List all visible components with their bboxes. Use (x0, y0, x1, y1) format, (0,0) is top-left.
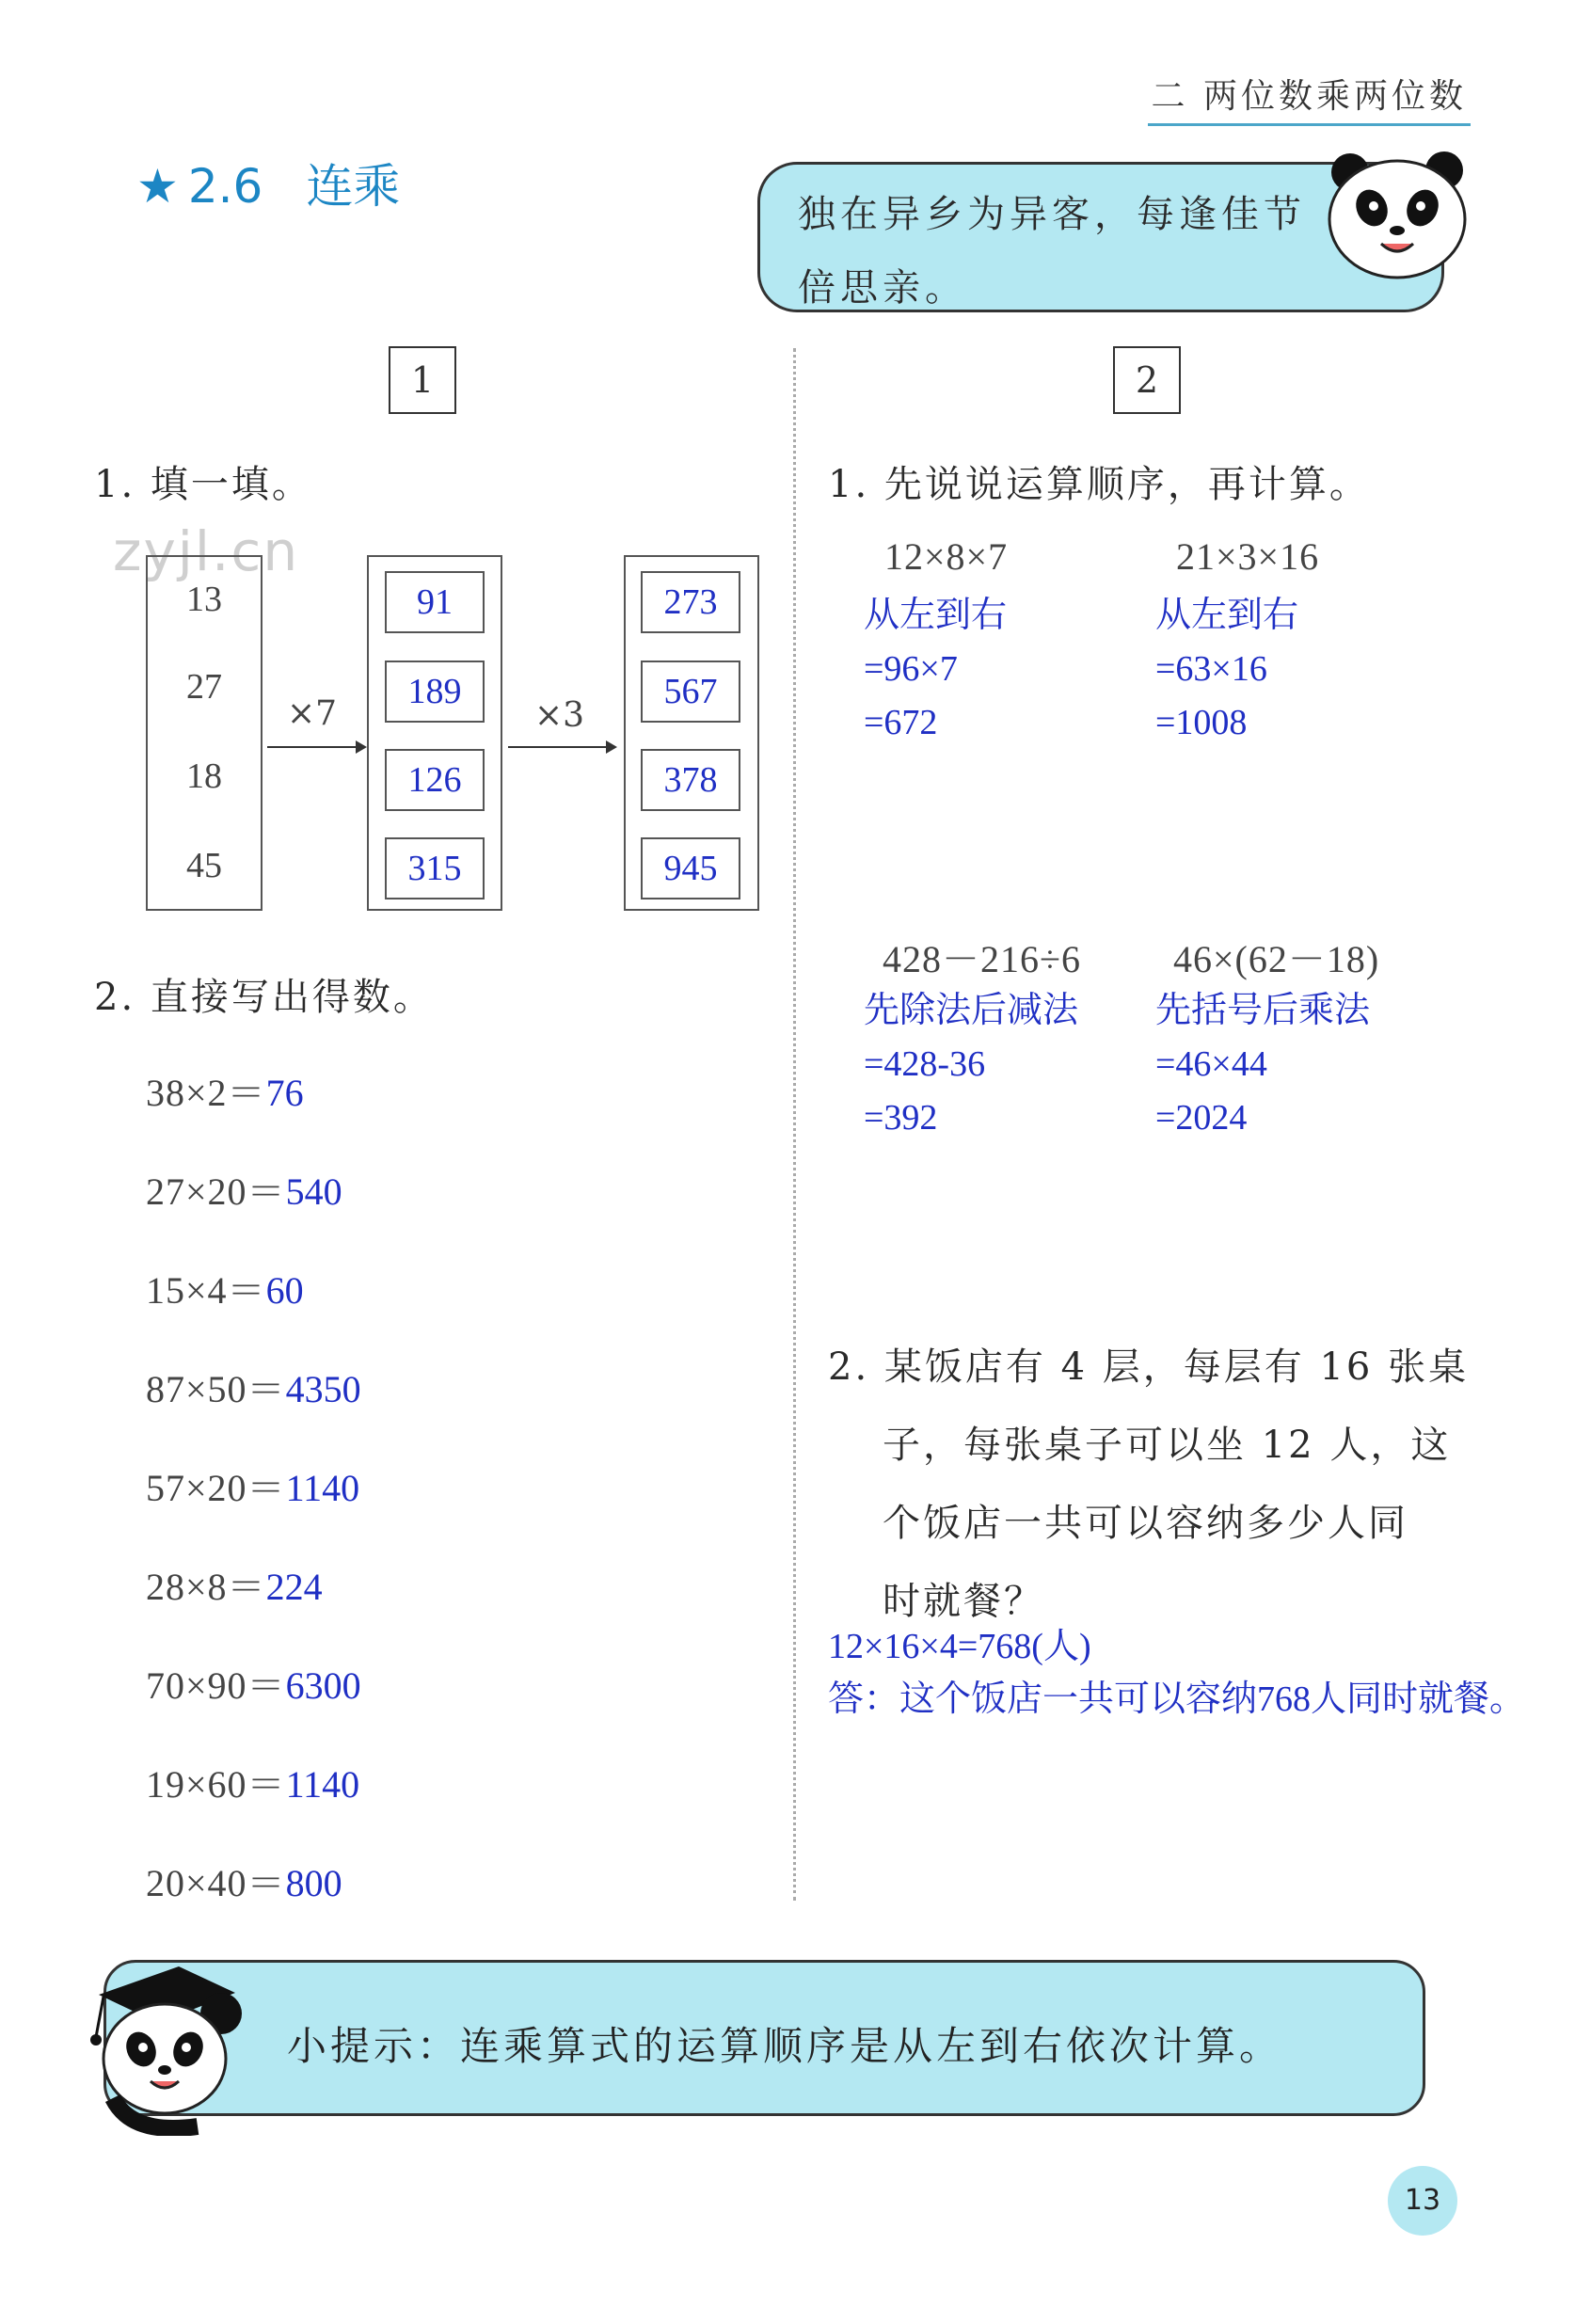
drill-expression: 87×50＝ (146, 1368, 286, 1410)
word-problem-answer: 答：这个饭店一共可以容纳768人同时就餐。 (828, 1679, 1526, 1719)
drill-answer: 540 (285, 1170, 342, 1213)
drill-expression: 70×90＝ (146, 1664, 286, 1707)
middle-answer: 189 (385, 661, 485, 723)
word-problem-line: 个饭店一共可以容纳多少人同 (883, 1502, 1408, 1545)
calc-step: =46×44 (1155, 1044, 1267, 1084)
q2-title: 2. 直接写出得数。 (94, 976, 434, 1019)
calc-step: =428-36 (864, 1044, 986, 1084)
multiply-3-label: ×3 (534, 696, 585, 735)
input-number: 13 (186, 580, 222, 619)
drill-answer: 6300 (285, 1664, 361, 1707)
calc-step: =1008 (1155, 703, 1248, 742)
word-problem-line: 子，每张桌子可以坐 12 人，这 (883, 1424, 1452, 1467)
calc-steps (1155, 984, 1370, 1145)
calc-step: =63×16 (1155, 649, 1267, 689)
drill-answer: 76 (265, 1072, 304, 1114)
result-answer: 273 (641, 571, 740, 633)
graduation-panda-icon (75, 1948, 245, 2136)
arrow-right-icon (265, 736, 369, 758)
lesson-title-text: 连乘 (306, 159, 401, 214)
section-2-number: 2 (1113, 346, 1181, 414)
drill-expression: 28×8＝ (146, 1566, 266, 1608)
calc-order: 从左到右 (864, 596, 1008, 635)
drill-row (146, 1755, 359, 1808)
word-problem-equation: 12×16×4=768(人) (828, 1627, 1091, 1666)
calc-step: =2024 (1155, 1098, 1248, 1138)
calc-steps (864, 984, 1078, 1145)
calc-order: 从左到右 (1155, 596, 1299, 635)
q1-title: 1. 填一填。 (94, 463, 312, 506)
drill-row (146, 1854, 342, 1907)
multiply-7-label: ×7 (287, 694, 338, 733)
drill-answer: 4350 (285, 1368, 361, 1410)
poem-line-2: 倍思亲。 (798, 266, 967, 310)
word-problem (828, 1329, 1469, 1641)
calc-steps (864, 589, 1007, 750)
calc-expression: 21×3×16 (1176, 535, 1320, 578)
drill-row (146, 1557, 323, 1611)
drill-row (146, 1063, 304, 1117)
drill-row (146, 1360, 361, 1413)
calc-step: =672 (864, 703, 938, 742)
result-answer: 945 (641, 837, 740, 899)
calc-steps (1155, 589, 1298, 750)
word-problem-line: 2. 某饭店有 4 层，每层有 16 张桌 (828, 1345, 1470, 1389)
calc-order: 先除法后减法 (864, 991, 1079, 1030)
drill-expression: 19×60＝ (146, 1763, 286, 1806)
calc-step: =96×7 (864, 649, 958, 689)
lesson-number: 2.6 (187, 159, 263, 214)
panda-icon (1317, 146, 1477, 287)
drill-answer: 800 (285, 1862, 342, 1904)
calc-expression: 428－216÷6 (883, 938, 1081, 980)
chapter-heading: 二 两位数乘两位数 (1148, 70, 1471, 126)
drill-answer: 224 (265, 1566, 323, 1608)
calc-expression: 12×8×7 (884, 535, 1009, 578)
drill-row (146, 1656, 361, 1710)
watermark: zyjl.cn (113, 519, 300, 583)
tip-text: 小提示：连乘算式的运算顺序是从左到右依次计算。 (287, 2023, 1283, 2069)
s2-q1-title: 1. 先说说运算顺序，再计算。 (828, 463, 1370, 506)
lesson-title (136, 149, 400, 216)
drill-row (146, 1162, 342, 1216)
poem-line-1: 独在异乡为异客，每逢佳节 (798, 193, 1306, 236)
page-number: 13 (1388, 2166, 1457, 2236)
column-divider (793, 348, 796, 1901)
calc-step: =392 (864, 1098, 938, 1138)
middle-answer: 315 (385, 837, 485, 899)
input-number: 27 (186, 667, 222, 707)
calc-expression: 46×(62－18) (1173, 938, 1380, 980)
middle-answer: 91 (385, 571, 485, 633)
drill-expression: 20×40＝ (146, 1862, 286, 1904)
drill-answer: 1140 (285, 1467, 360, 1509)
calc-order: 先括号后乘法 (1155, 991, 1371, 1030)
drill-row (146, 1261, 304, 1314)
word-problem-line: 时就餐？ (883, 1580, 1044, 1623)
drill-expression: 15×4＝ (146, 1269, 266, 1312)
star-icon: ★ (136, 159, 179, 214)
arrow-right-icon (506, 736, 619, 758)
drill-answer: 60 (265, 1269, 304, 1312)
drill-expression: 38×2＝ (146, 1072, 266, 1114)
drill-expression: 57×20＝ (146, 1467, 286, 1509)
result-answer: 378 (641, 749, 740, 811)
result-answer: 567 (641, 661, 740, 723)
drill-row (146, 1458, 359, 1512)
drill-answer: 1140 (285, 1763, 360, 1806)
section-1-number: 1 (389, 346, 456, 414)
drill-expression: 27×20＝ (146, 1170, 286, 1213)
input-number: 18 (186, 756, 222, 796)
input-number: 45 (186, 846, 222, 885)
middle-answer: 126 (385, 749, 485, 811)
